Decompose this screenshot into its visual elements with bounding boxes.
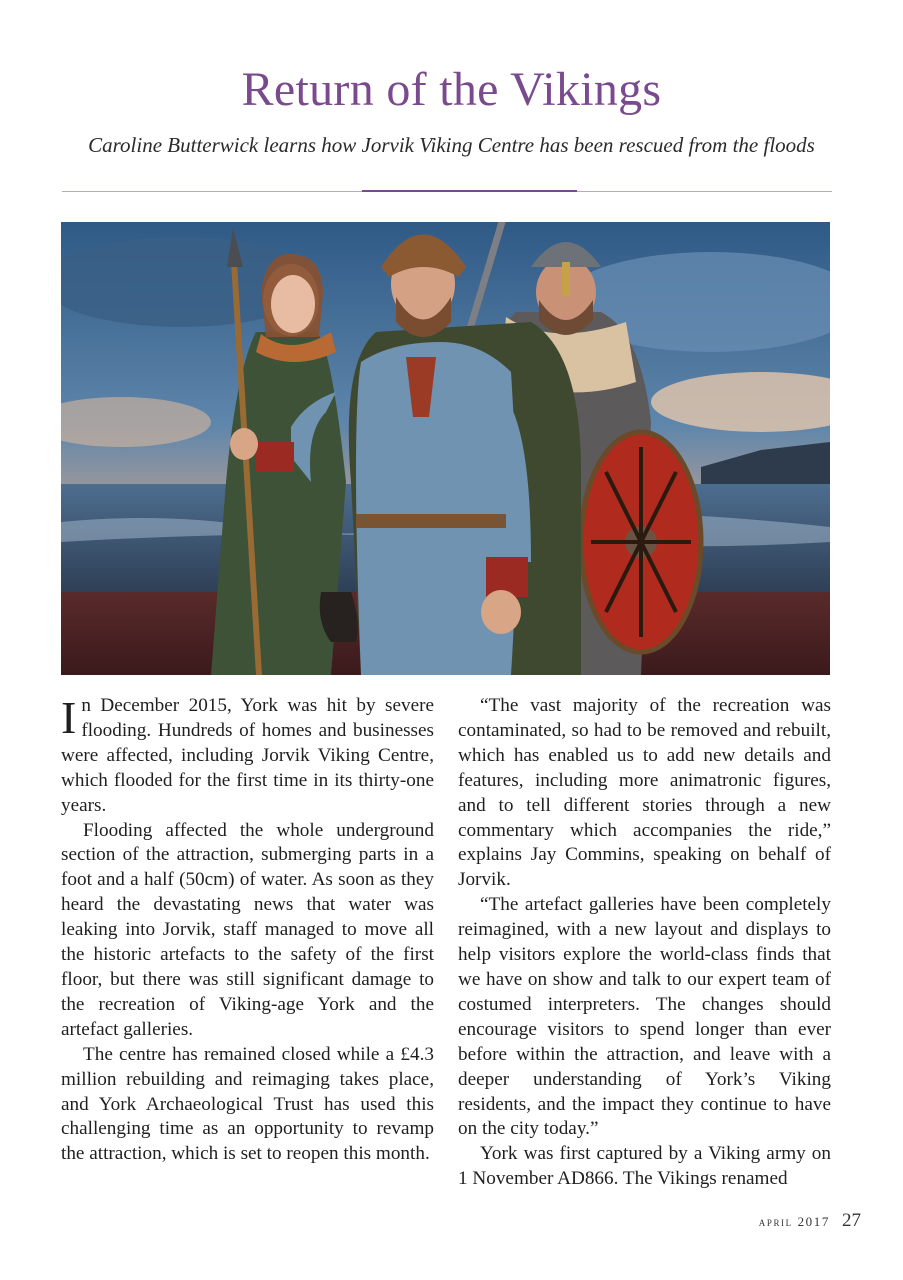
man-belt [356, 514, 506, 528]
paragraph: York was first captured by a Viking army on 1 November AD866. The Vikings renamed [458, 1143, 831, 1190]
man-cuff-right [486, 557, 528, 597]
page-footer [759, 1210, 861, 1232]
helmet-nasal [562, 262, 570, 296]
paragraph: The centre has remained closed while a £4.3 million rebuilding and reimaging takes place, and York Archaeological Trust has used this challenging time as an opportunity to revamp the attraction, which is set to reopen this month. [61, 1043, 434, 1165]
vikings-illustration [61, 222, 830, 675]
article-title: Return of the Vikings [241, 63, 662, 116]
paragraph-text: n December 2015, York was hit by severe flooding. Hundreds of homes and businesses were affected, including Jorvik Viking Centre, which flooded for the first time in its thirty-one years. [61, 695, 434, 816]
page-number: 27 [842, 1210, 861, 1231]
paragraph [61, 694, 434, 819]
body-column-left [61, 694, 434, 1167]
man-cuff [256, 442, 294, 472]
woman-face-front [271, 275, 315, 333]
man-fist [481, 590, 521, 634]
paragraph: “The artefact galleries have been completely reimagined, with a new layout and displays to help visitors explore the world-class finds that we have on show and talk to our expert team of costumed interpreters. The changes should encourage visitors to spend longer than ever before within the attraction, and leave with a deeper understanding of York’s Viking residents, and the impact they continue to have on the city today.” [458, 894, 831, 1140]
divider-accent [362, 190, 577, 192]
shield-pattern [591, 447, 691, 637]
drop-cap: I [61, 692, 77, 743]
paragraph: “The vast majority of the recreation was contaminated, so had to be removed and rebuilt, which has enabled us to add new details and features, including more animatronic figures, and to tell different stories through a new commentary which accompanies the ride,” explains Jay Commins, speaking on behalf of Jorvik. [458, 695, 831, 891]
article-standfirst: Caroline Butterwick learns how Jorvik Viking Centre has been rescued from the floods [88, 133, 815, 157]
paragraph: Flooding affected the whole underground section of the attraction, submerging parts in a foot and a half (50cm) of water. As soon as they heard the devastating news that water was leaking into Jorvik, staff managed to move all the historic artefacts to the safety of the first floor, but there was still significant damage to the recreation of Viking-age York and the artefact galleries. [61, 819, 434, 1040]
vikings-photo [61, 222, 830, 675]
issue-date: april 2017 [758, 1214, 830, 1229]
man-hand [230, 428, 258, 460]
body-column-right [458, 694, 831, 1192]
